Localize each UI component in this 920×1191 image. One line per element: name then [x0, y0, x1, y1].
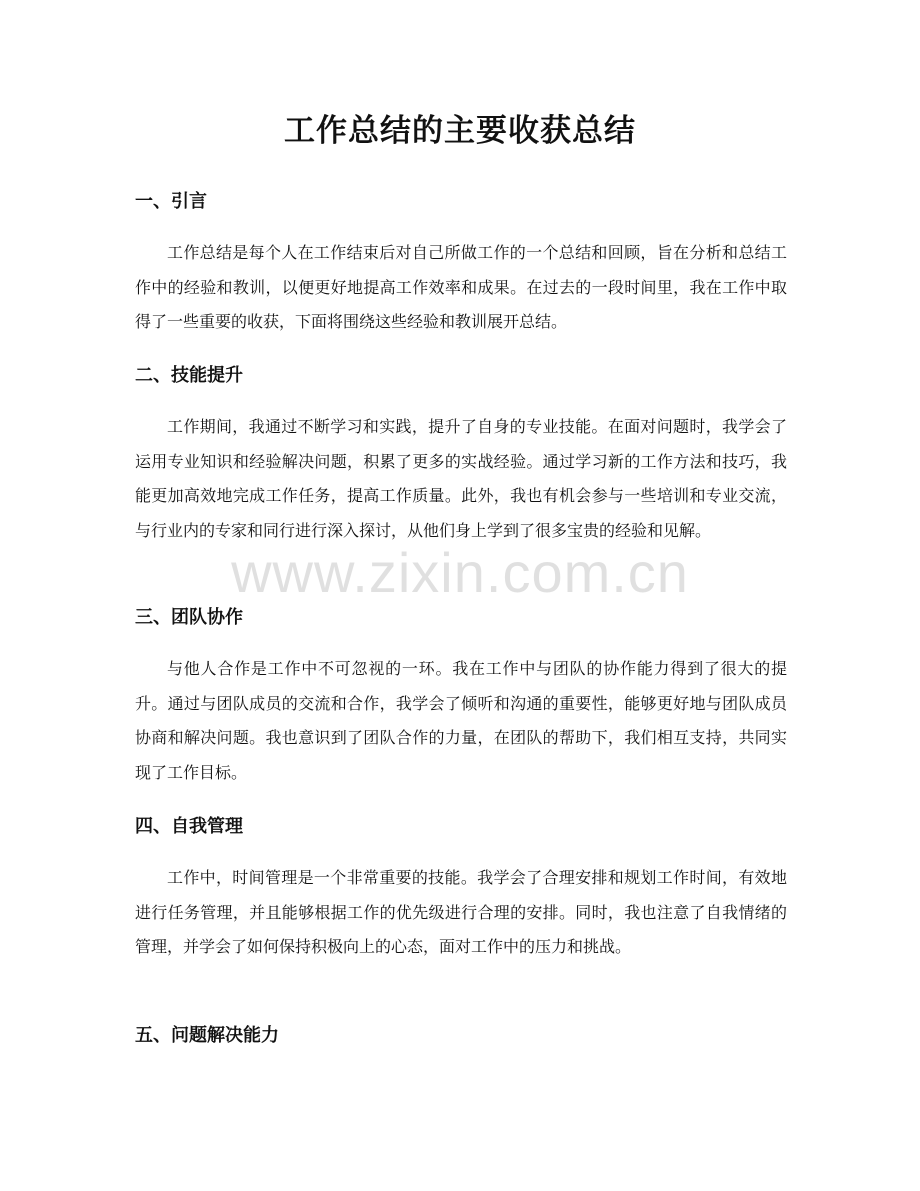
- section-paragraph-introduction: 工作总结是每个人在工作结束后对自己所做工作的一个总结和回顾，旨在分析和总结工作中的经验和教训，以便更好地提高工作效率和成果。在过去的一段时间里，我在工作中取得了一些重要的收获，下面将围绕这些经验和教训展开总结。: [135, 243, 787, 331]
- document-title: 工作总结的主要收获总结: [284, 113, 636, 149]
- section-paragraph-skills: 工作期间，我通过不断学习和实践，提升了自身的专业技能。在面对问题时，我学会了运用专业知识和经验解决问题，积累了更多的实战经验。通过学习新的工作方法和技巧，我能更加高效地完成工作任务，提高工作质量。此外，我也有机会参与一些培训和专业交流，与行业内的专家和同行进行深入探讨，从他们身上学到了很多宝贵的经验和见解。: [135, 417, 787, 540]
- section-heading-skills: 二、技能提升: [135, 365, 243, 386]
- watermark: www.zixin.com.cn: [231, 541, 689, 604]
- section-heading-introduction: 一、引言: [135, 191, 207, 212]
- section-heading-self-management: 四、自我管理: [135, 816, 243, 837]
- section-paragraph-self-management: 工作中，时间管理是一个非常重要的技能。我学会了合理安排和规划工作时间，有效地进行任务管理，并且能够根据工作的优先级进行合理的安排。同时，我也注意了自我情绪的管理，并学会了如何保持积极向上的心态，面对工作中的压力和挑战。: [135, 868, 787, 956]
- section-heading-teamwork: 三、团队协作: [135, 607, 243, 628]
- section-paragraph-teamwork: 与他人合作是工作中不可忽视的一环。我在工作中与团队的协作能力得到了很大的提升。通过与团队成员的交流和合作，我学会了倾听和沟通的重要性，能够更好地与团队成员协商和解决问题。我也意识到了团队合作的力量，在团队的帮助下，我们相互支持，共同实现了工作目标。: [135, 659, 787, 782]
- section-heading-problem-solving: 五、问题解决能力: [135, 1025, 279, 1046]
